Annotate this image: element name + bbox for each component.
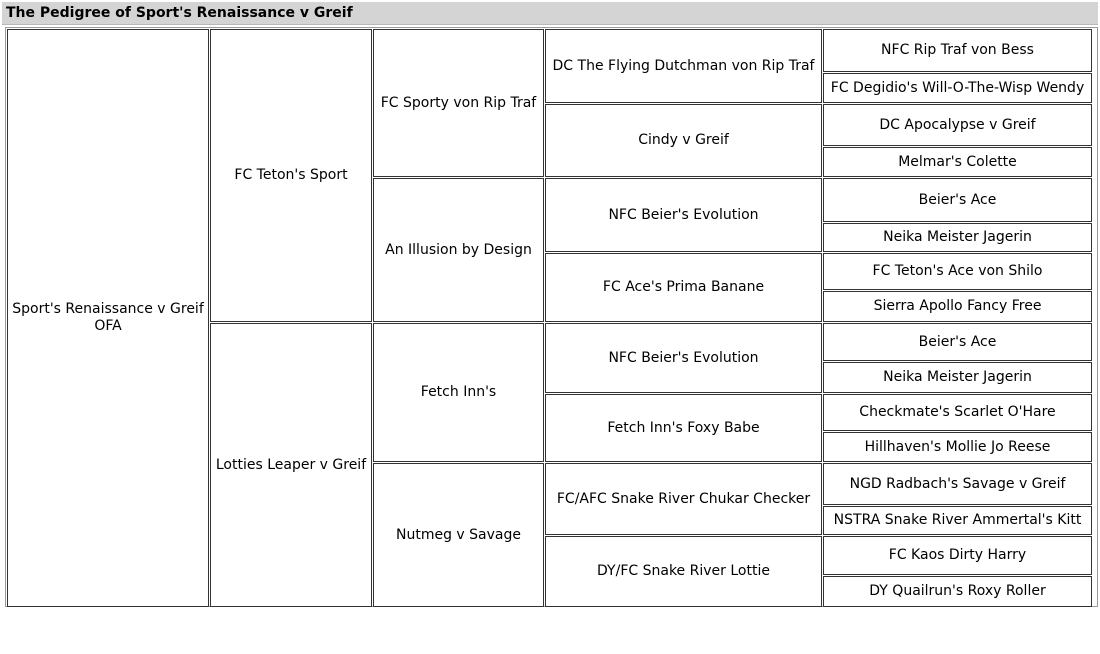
great-great-grandparent-cell: NSTRA Snake River Ammertal's Kitt — [823, 506, 1092, 535]
great-great-grandparent-cell: Hillhaven's Mollie Jo Reese — [823, 432, 1092, 462]
great-great-grandparent-cell: NFC Rip Traf von Bess — [823, 29, 1092, 72]
great-grandparent-cell: DC The Flying Dutchman von Rip Traf — [545, 29, 822, 103]
great-great-grandparent-cell: NGD Radbach's Savage v Greif — [823, 463, 1092, 505]
grandparent-cell: Nutmeg v Savage — [373, 463, 544, 607]
great-great-grandparent-cell: FC Degidio's Will-O-The-Wisp Wendy — [823, 73, 1092, 103]
subject-note: OFA — [94, 318, 122, 334]
great-grandparent-cell: Fetch Inn's Foxy Babe — [545, 394, 822, 462]
great-great-grandparent-cell: Checkmate's Scarlet O'Hare — [823, 394, 1092, 431]
great-great-grandparent-cell: FC Kaos Dirty Harry — [823, 536, 1092, 575]
dam-cell: Lotties Leaper v Greif — [210, 323, 372, 607]
page-title: The Pedigree of Sport's Renaissance v Greif — [6, 5, 353, 21]
great-great-grandparent-cell: Beier's Ace — [823, 178, 1092, 222]
subject-name: Sport's Renaissance v Greif — [12, 301, 204, 317]
subject-cell — [7, 29, 209, 607]
great-great-grandparent-cell: Beier's Ace — [823, 323, 1092, 361]
great-great-grandparent-cell: DY Quailrun's Roxy Roller — [823, 576, 1092, 607]
grandparent-cell: Fetch Inn's — [373, 323, 544, 462]
grandparent-cell: FC Sporty von Rip Traf — [373, 29, 544, 177]
grandparent-cell: An Illusion by Design — [373, 178, 544, 322]
sire-cell: FC Teton's Sport — [210, 29, 372, 322]
great-grandparent-cell: NFC Beier's Evolution — [545, 323, 822, 393]
great-great-grandparent-cell: Melmar's Colette — [823, 147, 1092, 177]
great-grandparent-cell: FC Ace's Prima Banane — [545, 253, 822, 322]
great-grandparent-cell: DY/FC Snake River Lottie — [545, 536, 822, 607]
great-grandparent-cell: Cindy v Greif — [545, 104, 822, 177]
great-great-grandparent-cell: Neika Meister Jagerin — [823, 362, 1092, 393]
great-grandparent-cell: NFC Beier's Evolution — [545, 178, 822, 252]
great-grandparent-cell: FC/AFC Snake River Chukar Checker — [545, 463, 822, 535]
title-bar — [2, 2, 1098, 25]
great-great-grandparent-cell: Neika Meister Jagerin — [823, 223, 1092, 252]
great-great-grandparent-cell: Sierra Apollo Fancy Free — [823, 291, 1092, 322]
great-great-grandparent-cell: FC Teton's Ace von Shilo — [823, 253, 1092, 290]
great-great-grandparent-cell: DC Apocalypse v Greif — [823, 104, 1092, 146]
